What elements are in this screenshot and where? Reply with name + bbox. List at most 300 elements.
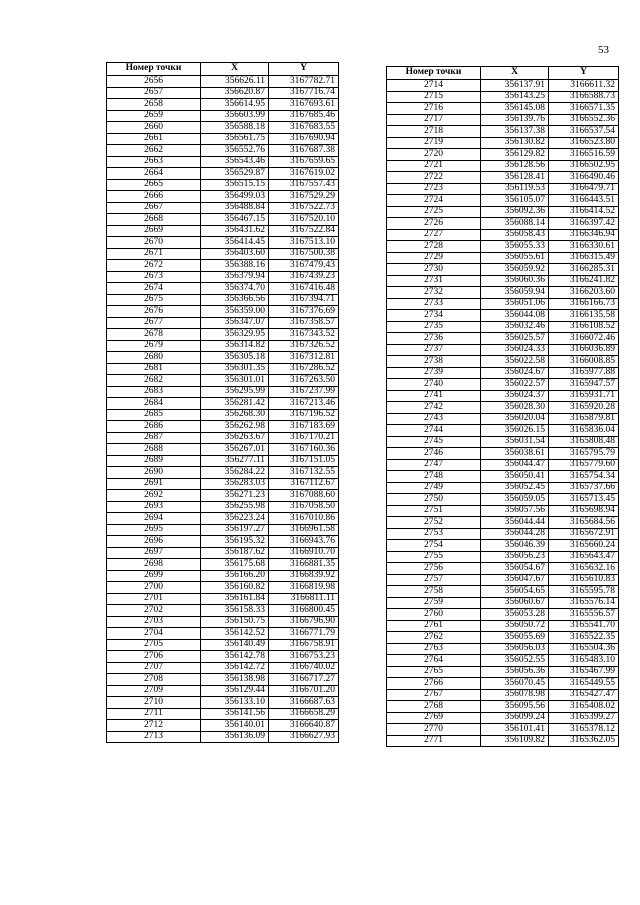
y-coordinate-cell: 3166839.92 [269,570,339,582]
point-number-cell: 2691 [107,478,201,490]
point-number-cell: 2715 [387,91,481,103]
y-coordinate-cell: 3165632.16 [549,563,619,575]
point-number-cell: 2678 [107,329,201,341]
point-number-cell: 2736 [387,333,481,345]
x-coordinate-cell: 356142.78 [201,651,269,663]
table-row [107,248,339,260]
table-row [387,275,619,287]
point-number-cell: 2673 [107,271,201,283]
table-row [387,413,619,425]
y-coordinate-cell: 3167479.43 [269,260,339,272]
table-row [387,229,619,241]
point-number-cell: 2705 [107,639,201,651]
coordinates-table-left [106,62,339,743]
table-row [107,306,339,318]
x-coordinate-cell: 356025.57 [481,333,549,345]
point-number-cell: 2752 [387,517,481,529]
point-number-cell: 2681 [107,363,201,375]
x-coordinate-cell: 356022.57 [481,379,549,391]
table-row [387,735,619,747]
x-coordinate-cell: 356129.44 [201,685,269,697]
x-coordinate-cell: 356197.27 [201,524,269,536]
point-number-cell: 2690 [107,467,201,479]
point-number-cell: 2703 [107,616,201,628]
point-number-cell: 2679 [107,340,201,352]
y-coordinate-cell: 3165698.94 [549,505,619,517]
y-coordinate-cell: 3165684.56 [549,517,619,529]
table-body-left [107,76,339,743]
x-coordinate-cell: 356052.45 [481,482,549,494]
table-row [107,559,339,571]
coordinates-table-right [386,66,619,747]
y-coordinate-cell: 3166611.32 [549,80,619,92]
point-number-cell: 2682 [107,375,201,387]
table-row [107,490,339,502]
point-number-cell: 2743 [387,413,481,425]
table-row [387,126,619,138]
point-number-cell: 2702 [107,605,201,617]
table-row [107,398,339,410]
x-coordinate-cell: 356277.11 [201,455,269,467]
point-number-cell: 2658 [107,99,201,111]
point-number-cell: 2741 [387,390,481,402]
table-row [107,605,339,617]
table-header-row [107,63,339,76]
x-coordinate-cell: 356044.28 [481,528,549,540]
table-row [387,206,619,218]
y-coordinate-cell: 3167513.10 [269,237,339,249]
y-coordinate-cell: 3166640.87 [269,720,339,732]
table-row [107,179,339,191]
table-row [107,674,339,686]
y-coordinate-cell: 3167416.48 [269,283,339,295]
table-row [387,574,619,586]
point-number-cell: 2704 [107,628,201,640]
x-coordinate-cell: 356223.24 [201,513,269,525]
y-coordinate-cell: 3167520.10 [269,214,339,226]
table-row [387,333,619,345]
x-coordinate-cell: 356588.18 [201,122,269,134]
table-row [107,168,339,180]
y-coordinate-cell: 3166479.71 [549,183,619,195]
y-coordinate-cell: 3166414.52 [549,206,619,218]
y-coordinate-cell: 3166072.46 [549,333,619,345]
x-coordinate-cell: 356133.10 [201,697,269,709]
table-header-row [387,67,619,80]
y-coordinate-cell: 3166571.35 [549,103,619,115]
x-coordinate-cell: 356138.98 [201,674,269,686]
table-row [387,459,619,471]
point-number-cell: 2724 [387,195,481,207]
x-coordinate-cell: 356301.01 [201,375,269,387]
column-header-y: Y [549,67,619,80]
table-row [107,260,339,272]
point-number-cell: 2728 [387,241,481,253]
y-coordinate-cell: 3165378.12 [549,724,619,736]
x-coordinate-cell: 356099.24 [481,712,549,724]
table-row [107,363,339,375]
table-row [107,110,339,122]
point-number-cell: 2717 [387,114,481,126]
point-number-cell: 2753 [387,528,481,540]
x-coordinate-cell: 356150.75 [201,616,269,628]
table-row [387,344,619,356]
x-coordinate-cell: 356543.46 [201,156,269,168]
point-number-cell: 2683 [107,386,201,398]
table-row [387,597,619,609]
point-number-cell: 2761 [387,620,481,632]
point-number-cell: 2738 [387,356,481,368]
point-number-cell: 2661 [107,133,201,145]
point-number-cell: 2657 [107,87,201,99]
y-coordinate-cell: 3165504.36 [549,643,619,655]
table-row [107,340,339,352]
x-coordinate-cell: 356414.45 [201,237,269,249]
table-row [107,225,339,237]
point-number-cell: 2708 [107,674,201,686]
table-row [107,444,339,456]
table-row [387,218,619,230]
y-coordinate-cell: 3167376.69 [269,306,339,318]
point-number-cell: 2662 [107,145,201,157]
table-row [387,494,619,506]
y-coordinate-cell: 3167659.65 [269,156,339,168]
y-coordinate-cell: 3165779.60 [549,459,619,471]
x-coordinate-cell: 356052.55 [481,655,549,667]
x-coordinate-cell: 356374.70 [201,283,269,295]
table-row [387,609,619,621]
point-number-cell: 2659 [107,110,201,122]
y-coordinate-cell: 3166490.46 [549,172,619,184]
point-number-cell: 2723 [387,183,481,195]
table-row [107,76,339,88]
table-row [387,471,619,483]
y-coordinate-cell: 3166502.95 [549,160,619,172]
table-row [107,697,339,709]
point-number-cell: 2669 [107,225,201,237]
point-number-cell: 2771 [387,735,481,747]
table-row [107,375,339,387]
point-number-cell: 2764 [387,655,481,667]
y-coordinate-cell: 3166819.98 [269,582,339,594]
table-row [387,563,619,575]
x-coordinate-cell: 356051.06 [481,298,549,310]
table-row [387,160,619,172]
column-header-x: X [481,67,549,80]
table-row [387,264,619,276]
y-coordinate-cell: 3167343.52 [269,329,339,341]
table-row [107,662,339,674]
point-number-cell: 2675 [107,294,201,306]
table-row [387,298,619,310]
x-coordinate-cell: 356136.09 [201,731,269,743]
y-coordinate-cell: 3167112.67 [269,478,339,490]
x-coordinate-cell: 356059.94 [481,287,549,299]
table-row [107,501,339,513]
y-coordinate-cell: 3166658.29 [269,708,339,720]
x-coordinate-cell: 356058.43 [481,229,549,241]
point-number-cell: 2729 [387,252,481,264]
x-coordinate-cell: 356359.00 [201,306,269,318]
y-coordinate-cell: 3167619.02 [269,168,339,180]
x-coordinate-cell: 356267.01 [201,444,269,456]
x-coordinate-cell: 356056.23 [481,551,549,563]
y-coordinate-cell: 3167151.05 [269,455,339,467]
point-number-cell: 2692 [107,490,201,502]
point-number-cell: 2760 [387,609,481,621]
point-number-cell: 2768 [387,701,481,713]
point-number-cell: 2757 [387,574,481,586]
y-coordinate-cell: 3165576.14 [549,597,619,609]
x-coordinate-cell: 356026.15 [481,425,549,437]
y-coordinate-cell: 3166516.59 [549,149,619,161]
point-number-cell: 2695 [107,524,201,536]
point-number-cell: 2733 [387,298,481,310]
y-coordinate-cell: 3167716.74 [269,87,339,99]
point-number-cell: 2667 [107,202,201,214]
point-number-cell: 2750 [387,494,481,506]
table-row [387,724,619,736]
y-coordinate-cell: 3167394.71 [269,294,339,306]
x-coordinate-cell: 356295.99 [201,386,269,398]
point-number-cell: 2710 [107,697,201,709]
table-row [107,536,339,548]
y-coordinate-cell: 3166753.23 [269,651,339,663]
table-row [387,528,619,540]
table-row [387,103,619,115]
point-number-cell: 2685 [107,409,201,421]
x-coordinate-cell: 356050.41 [481,471,549,483]
x-coordinate-cell: 356347.07 [201,317,269,329]
point-number-cell: 2730 [387,264,481,276]
y-coordinate-cell: 3166203.60 [549,287,619,299]
x-coordinate-cell: 356022.58 [481,356,549,368]
table-row [107,386,339,398]
table-row [107,99,339,111]
point-number-cell: 2697 [107,547,201,559]
table-row [387,287,619,299]
x-coordinate-cell: 356515.15 [201,179,269,191]
x-coordinate-cell: 356050.72 [481,620,549,632]
point-number-cell: 2664 [107,168,201,180]
point-number-cell: 2720 [387,149,481,161]
y-coordinate-cell: 3166800.45 [269,605,339,617]
x-coordinate-cell: 356055.69 [481,632,549,644]
x-coordinate-cell: 356059.92 [481,264,549,276]
x-coordinate-cell: 356105.07 [481,195,549,207]
x-coordinate-cell: 356158.33 [201,605,269,617]
y-coordinate-cell: 3167312.81 [269,352,339,364]
table-row [387,701,619,713]
column-header-point: Номер точки [387,67,481,80]
point-number-cell: 2756 [387,563,481,575]
y-coordinate-cell: 3165467.99 [549,666,619,678]
table-row [107,329,339,341]
table-row [107,720,339,732]
table-row [387,91,619,103]
x-coordinate-cell: 356028.30 [481,402,549,414]
y-coordinate-cell: 3167010.86 [269,513,339,525]
table-row [387,310,619,322]
y-coordinate-cell: 3166537.54 [549,126,619,138]
x-coordinate-cell: 356139.76 [481,114,549,126]
x-coordinate-cell: 356044.08 [481,310,549,322]
point-number-cell: 2714 [387,80,481,92]
y-coordinate-cell: 3166740.02 [269,662,339,674]
y-coordinate-cell: 3166135.58 [549,310,619,322]
point-number-cell: 2734 [387,310,481,322]
x-coordinate-cell: 356161.84 [201,593,269,605]
table-row [387,643,619,655]
y-coordinate-cell: 3167685.46 [269,110,339,122]
point-number-cell: 2706 [107,651,201,663]
x-coordinate-cell: 356070.45 [481,678,549,690]
x-coordinate-cell: 356137.91 [481,80,549,92]
table-row [387,655,619,667]
x-coordinate-cell: 356614.95 [201,99,269,111]
y-coordinate-cell: 3167088.60 [269,490,339,502]
point-number-cell: 2709 [107,685,201,697]
y-coordinate-cell: 3167132.55 [269,467,339,479]
table-row [107,191,339,203]
table-row [387,195,619,207]
table-row [107,145,339,157]
y-coordinate-cell: 3165879.81 [549,413,619,425]
point-number-cell: 2671 [107,248,201,260]
x-coordinate-cell: 356060.36 [481,275,549,287]
x-coordinate-cell: 356379.94 [201,271,269,283]
y-coordinate-cell: 3167237.99 [269,386,339,398]
point-number-cell: 2668 [107,214,201,226]
y-coordinate-cell: 3165362.05 [549,735,619,747]
x-coordinate-cell: 356078.98 [481,689,549,701]
y-coordinate-cell: 3166315.49 [549,252,619,264]
point-number-cell: 2698 [107,559,201,571]
table-row [107,122,339,134]
y-coordinate-cell: 3166771.79 [269,628,339,640]
table-row [107,156,339,168]
y-coordinate-cell: 3166108.52 [549,321,619,333]
point-number-cell: 2755 [387,551,481,563]
y-coordinate-cell: 3166552.36 [549,114,619,126]
point-number-cell: 2745 [387,436,481,448]
column-header-y: Y [269,63,339,76]
y-coordinate-cell: 3165836.04 [549,425,619,437]
y-coordinate-cell: 3166036.89 [549,344,619,356]
table-row [107,317,339,329]
point-number-cell: 2701 [107,593,201,605]
y-coordinate-cell: 3165672.91 [549,528,619,540]
x-coordinate-cell: 356467.15 [201,214,269,226]
table-row [387,632,619,644]
table-row [387,172,619,184]
point-number-cell: 2660 [107,122,201,134]
table-row [107,202,339,214]
point-number-cell: 2769 [387,712,481,724]
x-coordinate-cell: 356140.49 [201,639,269,651]
x-coordinate-cell: 356271.23 [201,490,269,502]
point-number-cell: 2744 [387,425,481,437]
point-number-cell: 2766 [387,678,481,690]
point-number-cell: 2731 [387,275,481,287]
y-coordinate-cell: 3167439.23 [269,271,339,283]
table-row [107,294,339,306]
table-row [107,421,339,433]
point-number-cell: 2665 [107,179,201,191]
y-coordinate-cell: 3167782.71 [269,76,339,88]
table-row [387,517,619,529]
table-row [387,436,619,448]
y-coordinate-cell: 3166796.90 [269,616,339,628]
table-row [387,540,619,552]
point-number-cell: 2722 [387,172,481,184]
point-number-cell: 2747 [387,459,481,471]
y-coordinate-cell: 3167263.50 [269,375,339,387]
point-number-cell: 2742 [387,402,481,414]
table-row [107,524,339,536]
point-number-cell: 2726 [387,218,481,230]
x-coordinate-cell: 356366.56 [201,294,269,306]
y-coordinate-cell: 3166346.94 [549,229,619,241]
y-coordinate-cell: 3165399.27 [549,712,619,724]
x-coordinate-cell: 356119.53 [481,183,549,195]
x-coordinate-cell: 356281.42 [201,398,269,410]
point-number-cell: 2687 [107,432,201,444]
x-coordinate-cell: 356056.03 [481,643,549,655]
x-coordinate-cell: 356283.03 [201,478,269,490]
table-row [387,80,619,92]
y-coordinate-cell: 3165947.57 [549,379,619,391]
point-number-cell: 2712 [107,720,201,732]
x-coordinate-cell: 356054.65 [481,586,549,598]
table-row [387,149,619,161]
point-number-cell: 2759 [387,597,481,609]
table-row [107,237,339,249]
point-number-cell: 2751 [387,505,481,517]
y-coordinate-cell: 3167058.50 [269,501,339,513]
point-number-cell: 2739 [387,367,481,379]
x-coordinate-cell: 356388.16 [201,260,269,272]
point-number-cell: 2693 [107,501,201,513]
table-row [107,628,339,640]
x-coordinate-cell: 356056.36 [481,666,549,678]
table-row [387,137,619,149]
table-row [107,352,339,364]
x-coordinate-cell: 356175.68 [201,559,269,571]
x-coordinate-cell: 356047.67 [481,574,549,586]
y-coordinate-cell: 3165483.10 [549,655,619,667]
y-coordinate-cell: 3166523.80 [549,137,619,149]
point-number-cell: 2719 [387,137,481,149]
point-number-cell: 2700 [107,582,201,594]
table-row [387,448,619,460]
x-coordinate-cell: 356038.61 [481,448,549,460]
y-coordinate-cell: 3165427.47 [549,689,619,701]
point-number-cell: 2718 [387,126,481,138]
point-number-cell: 2725 [387,206,481,218]
y-coordinate-cell: 3165977.88 [549,367,619,379]
x-coordinate-cell: 356329.95 [201,329,269,341]
table-row [107,432,339,444]
x-coordinate-cell: 356137.38 [481,126,549,138]
y-coordinate-cell: 3165920.28 [549,402,619,414]
x-coordinate-cell: 356032.46 [481,321,549,333]
table-row [387,321,619,333]
x-coordinate-cell: 356187.62 [201,547,269,559]
x-coordinate-cell: 356314.82 [201,340,269,352]
y-coordinate-cell: 3166443.51 [549,195,619,207]
column-header-x: X [201,63,269,76]
